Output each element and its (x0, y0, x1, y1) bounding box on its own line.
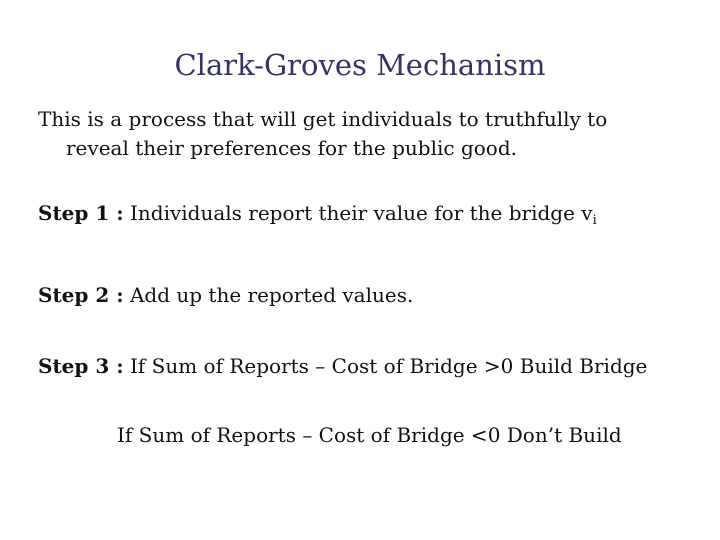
slide-title: Clark-Groves Mechanism (174, 48, 546, 82)
step-2-text: Add up the reported values. (123, 283, 414, 307)
step-3 (38, 354, 647, 378)
intro-paragraph (38, 105, 698, 163)
step-1 (38, 201, 597, 228)
step-1-text: Individuals report their value for the bridge v (123, 201, 593, 225)
step-3-continuation: If Sum of Reports – Cost of Bridge <0 Don’t Build (117, 423, 622, 447)
step-1-subscript: i (592, 213, 597, 228)
step-3-label: Step 3 : (38, 354, 124, 378)
step-2-label: Step 2 : (38, 283, 124, 307)
step-1-label: Step 1 : (38, 201, 124, 225)
step-3-text: If Sum of Reports – Cost of Bridge >0 Build Bridge (123, 354, 648, 378)
step-2 (38, 283, 413, 307)
intro-line-2: reveal their preferences for the public good. (66, 136, 518, 160)
intro-line-1: This is a process that will get individuals to truthfully to (38, 107, 608, 131)
